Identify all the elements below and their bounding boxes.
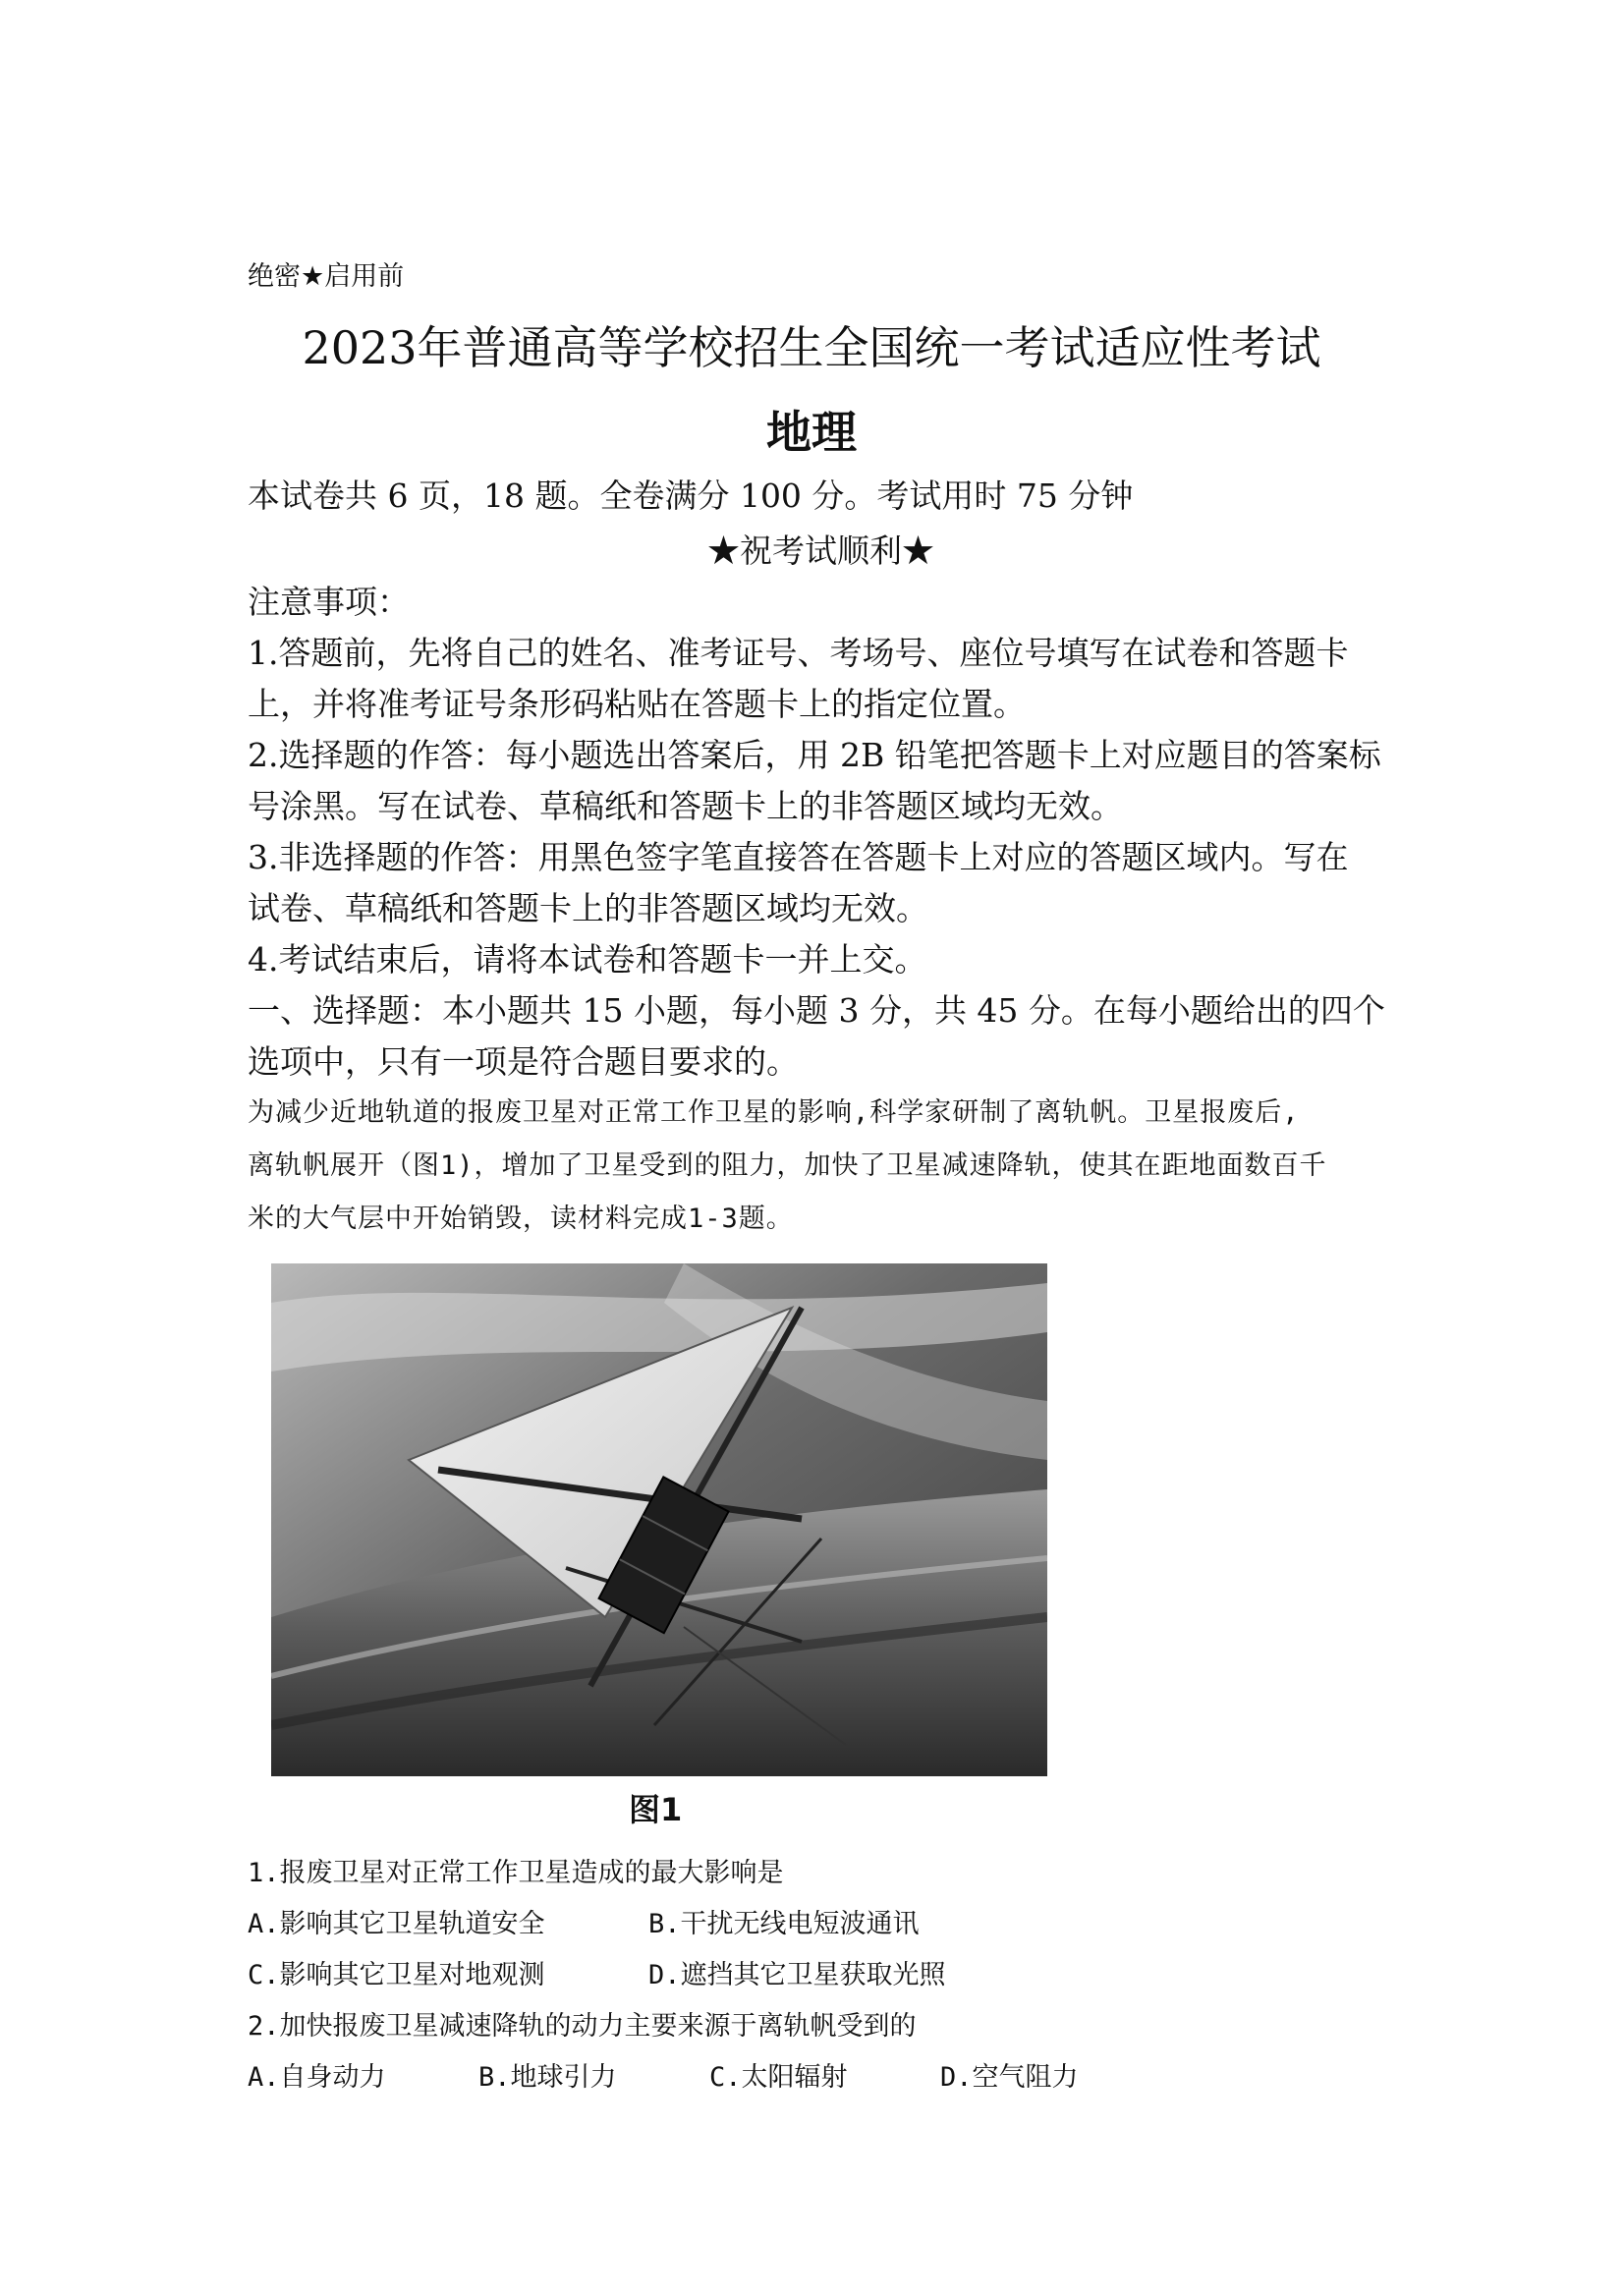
note-line: 号涂黑。写在试卷、草稿纸和答题卡上的非答题区域均无效。 bbox=[248, 787, 1123, 825]
deorbit-sail-photo bbox=[271, 1263, 1047, 1776]
good-luck-text: ★祝考试顺利★ bbox=[707, 532, 934, 570]
material-line: 米的大气层中开始销毁，读材料完成1-3题。 bbox=[248, 1204, 794, 1234]
material-line: 为减少近地轨道的报废卫星对正常工作卫星的影响,科学家研制了离轨帆。卫星报废后, bbox=[248, 1097, 1300, 1128]
question-stem: 2.加快报废卫星减速降轨的动力主要来源于离轨帆受到的 bbox=[248, 2011, 917, 2042]
section-instruction: 选项中，只有一项是符合题目要求的。 bbox=[248, 1042, 799, 1081]
section-instruction: 一、选择题：本小题共 15 小题，每小题 3 分，共 45 分。在每小题给出的四个 bbox=[248, 991, 1385, 1030]
notes-heading: 注意事项： bbox=[248, 583, 410, 621]
option-item: B.地球引力 bbox=[478, 2062, 617, 2093]
option-item: C.太阳辐射 bbox=[709, 2062, 848, 2093]
option-item: A.影响其它卫星轨道安全 bbox=[248, 1909, 545, 1939]
note-line: 试卷、草稿纸和答题卡上的非答题区域均无效。 bbox=[248, 889, 928, 927]
question-stem: 1.报废卫星对正常工作卫星造成的最大影响是 bbox=[248, 1858, 784, 1888]
exam-title: 2023年普通高等学校招生全国统一考试适应性考试 bbox=[302, 321, 1321, 374]
note-line: 上，并将准考证号条形码粘贴在答题卡上的指定位置。 bbox=[248, 685, 1026, 723]
note-line: 4.考试结束后，请将本试卷和答题卡一并上交。 bbox=[248, 940, 927, 979]
exam-info: 本试卷共 6 页，18 题。全卷满分 100 分。考试用时 75 分钟 bbox=[248, 476, 1134, 515]
figure-caption: 图1 bbox=[629, 1791, 683, 1828]
option-item: C.影响其它卫星对地观测 bbox=[248, 1960, 545, 1990]
note-line: 3.非选择题的作答：用黑色签字笔直接答在答题卡上对应的答题区域内。写在 bbox=[248, 838, 1349, 876]
subject-title: 地理 bbox=[766, 406, 857, 459]
note-line: 1.答题前，先将自己的姓名、准考证号、考场号、座位号填写在试卷和答题卡 bbox=[248, 634, 1349, 672]
confidential-label: 绝密★启用前 bbox=[248, 261, 405, 292]
material-line: 离轨帆展开（图1)，增加了卫星受到的阻力，加快了卫星减速降轨，使其在距地面数百千 bbox=[248, 1150, 1327, 1181]
option-item: D.空气阻力 bbox=[940, 2062, 1079, 2093]
option-item: D.遮挡其它卫星获取光照 bbox=[648, 1960, 946, 1990]
satellite-sail-illustration bbox=[271, 1263, 1047, 1776]
note-line: 2.选择题的作答：每小题选出答案后，用 2B 铅笔把答题卡上对应题目的答案标 bbox=[248, 736, 1381, 774]
option-item: A.自身动力 bbox=[248, 2062, 386, 2093]
option-item: B.干扰无线电短波通讯 bbox=[648, 1909, 920, 1939]
